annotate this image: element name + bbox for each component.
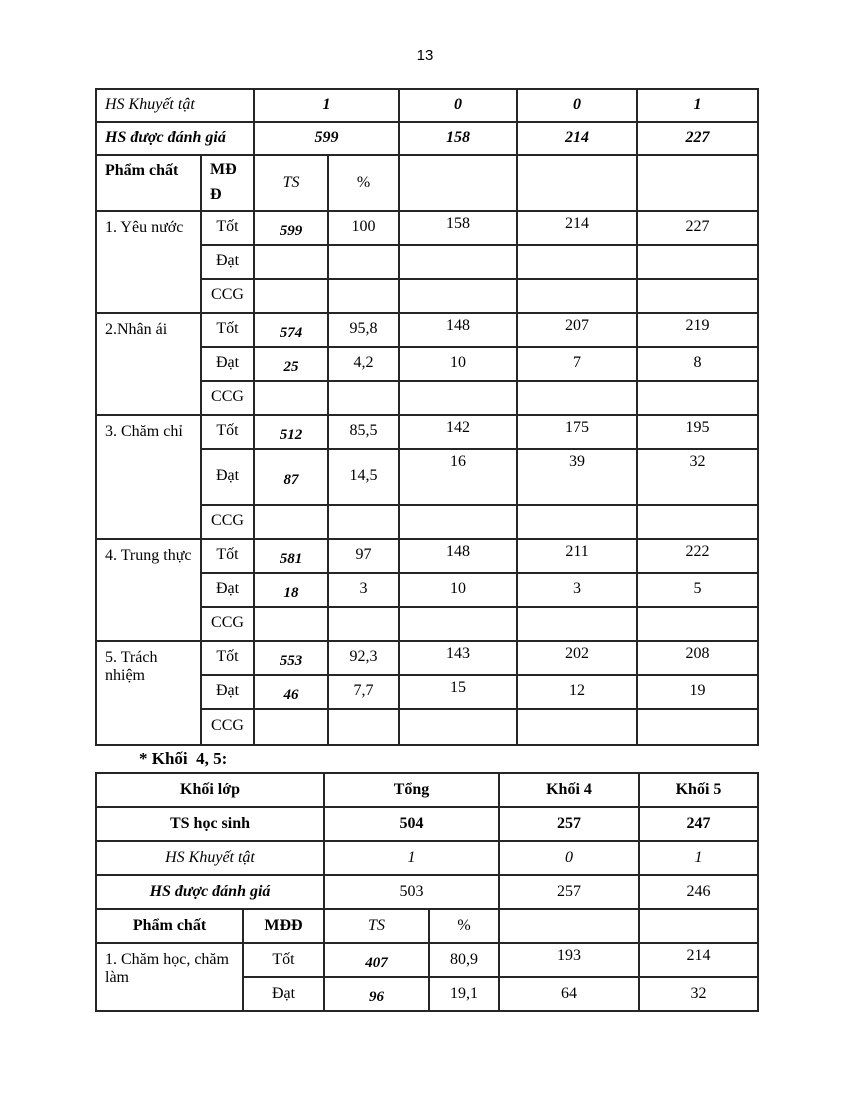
level-cell: CCG [201,607,254,641]
header-cell: Phẩm chất [96,155,201,211]
count-cell: 193 [499,943,639,977]
ts-cell: 581 [254,539,328,573]
table-row [96,875,758,909]
ts-cell [254,245,328,279]
level-cell: Tốt [243,943,324,977]
header-text: MĐĐ [210,161,237,203]
count-cell: 8 [637,347,758,381]
row-label-cell: HS được đánh giá [96,875,324,909]
level-cell: CCG [201,381,254,415]
table-row [96,841,758,875]
pct-cell: 80,9 [429,943,499,977]
header-cell: Khối lớp [96,773,324,807]
count-cell: 214 [517,211,637,245]
pct-cell [328,505,399,539]
count-cell [637,279,758,313]
table-row [96,807,758,841]
pct-cell: 14,5 [328,449,399,505]
header-cell [201,155,254,211]
ts-cell [254,505,328,539]
value-cell: 0 [517,89,637,122]
level-cell: Đạt [201,245,254,279]
row-label-cell: HS được đánh giá [96,122,254,155]
level-cell: CCG [201,505,254,539]
count-cell [517,381,637,415]
count-cell: 142 [399,415,517,449]
value-cell: 1 [324,841,499,875]
pct-cell [328,245,399,279]
quality-name-cell: 3. Chăm chỉ [96,415,201,539]
empty-cell [639,909,758,943]
count-cell: 12 [517,675,637,709]
value-cell: 246 [639,875,758,909]
count-cell [399,505,517,539]
value-cell: 247 [639,807,758,841]
table-row [96,313,758,347]
empty-cell [517,155,637,211]
table-row [96,89,758,122]
quality-name-cell: 4. Trung thực [96,539,201,641]
header-cell: % [328,155,399,211]
count-cell: 3 [517,573,637,607]
count-cell [637,709,758,745]
count-cell [517,607,637,641]
count-cell [637,245,758,279]
header-cell: Tổng [324,773,499,807]
count-cell [517,709,637,745]
quality-name-cell: 2.Nhân ái [96,313,201,415]
row-label-cell: TS học sinh [96,807,324,841]
level-cell: Tốt [201,211,254,245]
quality-name-cell: 1. Chăm học, chăm làm [96,943,243,1011]
pct-cell [328,709,399,745]
ts-cell [254,709,328,745]
count-cell: 32 [637,449,758,505]
ts-cell: 512 [254,415,328,449]
header-cell: Khối 5 [639,773,758,807]
row-label-cell: HS Khuyết tật [96,841,324,875]
pct-cell [328,279,399,313]
level-cell: Tốt [201,313,254,347]
count-cell: 5 [637,573,758,607]
ts-cell [254,381,328,415]
table-header-row [96,773,758,807]
ts-cell: 574 [254,313,328,347]
header-cell: Khối 4 [499,773,639,807]
table-header-row [96,909,758,943]
count-cell: 208 [637,641,758,675]
pct-cell: 97 [328,539,399,573]
count-cell: 16 [399,449,517,505]
count-cell: 207 [517,313,637,347]
header-cell: % [429,909,499,943]
count-cell [399,381,517,415]
count-cell: 175 [517,415,637,449]
level-cell: Tốt [201,641,254,675]
header-cell: TS [324,909,429,943]
page-number: 13 [416,47,434,64]
count-cell: 195 [637,415,758,449]
quality-name-cell: 1. Yêu nước [96,211,201,313]
count-cell [637,381,758,415]
count-cell: 32 [639,977,758,1011]
value-cell: 257 [499,807,639,841]
count-cell [517,245,637,279]
count-cell: 10 [399,573,517,607]
count-cell: 15 [399,675,517,709]
count-cell: 222 [637,539,758,573]
value-cell: 0 [399,89,517,122]
count-cell: 39 [517,449,637,505]
pct-cell: 19,1 [429,977,499,1011]
count-cell [637,505,758,539]
count-cell: 148 [399,539,517,573]
empty-cell [499,909,639,943]
level-cell: Đạt [201,675,254,709]
section-heading-khoi45: * Khối 4, 5: [139,749,228,768]
quality-table-khoi123 [95,88,759,746]
level-cell: Đạt [201,573,254,607]
empty-cell [637,155,758,211]
quality-table-khoi45 [95,772,759,1012]
value-cell: 504 [324,807,499,841]
count-cell: 143 [399,641,517,675]
count-cell: 7 [517,347,637,381]
count-cell: 148 [399,313,517,347]
table-row [96,211,758,245]
value-cell: 599 [254,122,399,155]
count-cell: 219 [637,313,758,347]
pct-cell: 100 [328,211,399,245]
value-cell: 1 [637,89,758,122]
value-cell: 227 [637,122,758,155]
table-row [96,122,758,155]
value-cell: 1 [254,89,399,122]
count-cell [399,279,517,313]
count-cell [517,505,637,539]
level-cell: Đạt [201,347,254,381]
empty-cell [399,155,517,211]
table-row [96,641,758,675]
pct-cell: 4,2 [328,347,399,381]
level-cell: CCG [201,709,254,745]
ts-cell: 599 [254,211,328,245]
ts-cell: 46 [254,675,328,709]
count-cell: 214 [639,943,758,977]
ts-cell: 25 [254,347,328,381]
pct-cell: 3 [328,573,399,607]
quality-name-cell: 5. Trách nhiệm [96,641,201,745]
value-cell: 1 [639,841,758,875]
header-cell: Phẩm chất [96,909,243,943]
ts-cell: 407 [324,943,429,977]
ts-cell: 96 [324,977,429,1011]
table-row [96,539,758,573]
ts-cell: 553 [254,641,328,675]
table-row [96,415,758,449]
ts-cell [254,279,328,313]
count-cell: 10 [399,347,517,381]
count-cell [637,607,758,641]
value-cell: 214 [517,122,637,155]
count-cell [399,709,517,745]
level-cell: Đạt [243,977,324,1011]
table-row [96,943,758,977]
count-cell [517,279,637,313]
pct-cell: 95,8 [328,313,399,347]
pct-cell: 7,7 [328,675,399,709]
value-cell: 158 [399,122,517,155]
pct-cell: 92,3 [328,641,399,675]
pct-cell [328,607,399,641]
pct-cell [328,381,399,415]
count-cell: 64 [499,977,639,1011]
count-cell: 19 [637,675,758,709]
pct-cell: 85,5 [328,415,399,449]
count-cell: 211 [517,539,637,573]
level-cell: Tốt [201,415,254,449]
row-label-cell: HS Khuyết tật [96,89,254,122]
value-cell: 503 [324,875,499,909]
count-cell: 158 [399,211,517,245]
level-cell: Tốt [201,539,254,573]
value-cell: 0 [499,841,639,875]
ts-cell [254,607,328,641]
header-cell: MĐĐ [243,909,324,943]
count-cell: 202 [517,641,637,675]
header-cell: TS [254,155,328,211]
table-header-row [96,155,758,211]
level-cell: Đạt [201,449,254,505]
count-cell [399,245,517,279]
level-cell: CCG [201,279,254,313]
ts-cell: 18 [254,573,328,607]
ts-cell: 87 [254,449,328,505]
value-cell: 257 [499,875,639,909]
count-cell: 227 [637,211,758,245]
count-cell [399,607,517,641]
